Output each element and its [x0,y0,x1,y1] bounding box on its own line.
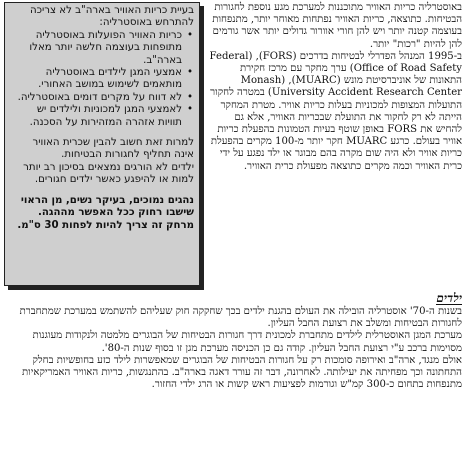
sidebar-bold-note: נהגים נמוכים, בעיקר נשים, מן הראוי שישבו רחוק ככל האפשר מההגה. מרחק זה צריך להיות לפחות 30 ס"מ. [17,194,194,231]
sidebar-paragraph: למרות זאת חשוב להבין שכרית האוויר אינה תחליף לחגורות הבטיחות. [32,137,194,161]
sidebar-callout-box [4,2,200,286]
section-paragraph: מערכת המגן האוסטרלית לילדים מתחברת למכונית דרך חגורות הבטיחות של הבוגרים מלמטה ולנקודות מעוגנות מסוימות ברכב ע"י רצועת החבל העליון. קודה גם כן הכניסה מערכת מגן זו בסוף שנות ה-80'. [32,330,462,354]
section-paragraph: אולם מנגד, ארה"ב ואירופה סומכות רק על חגורות הבטיחות של הבוגרים שמאפשרות לילד כזע בחופשיות בחלק התחתונה וכך מפחיתה את יעילותה. לאחרונה, דבר זה עורר דאגה בארה"ב. בהתנגשות, כריות האוויר האמריקאיות מתנפחות בתחום כ-300 קמ"ש וגורמות לפציעות ראש קשות או הרג ילדי החזור. [22,354,462,391]
article-paragraph: ב-1995 המנהל הפדרלי לבטיחות בדרכים (FORS), (Federal Office of Road Safety) ערך מחקר עם מרכז חקירת התאונות של אוניברסיטת מונש (MUARC), (Monash University Accident Research Center) במטרה לחקור התועלות המצופות למכוניות בעלות כריות אוויר. מטרת המחקר הייתה לא רק לחקור את התועלת שבכריות האוויר, אלא גם להחיש את FORS באופן שוטף בעיות הטמונות בהפעלת כריות אוויר בעולם. כרגע MUARC חקר יותר מ-100 מקרים בהפעלת כריות אוויר ולא היה שום מקרה בהם מבוגר או ילד נפגע על ידי כרית האוויר וכמה מקרים כתוצאה מפעולת כרית האוויר. [209,50,462,172]
spacer [10,129,194,137]
sidebar-bullet: • כריות האוויר הפועלות באוסטרליה מתופחות בעוצמה חלשה יותר מאלו בארה"ב. [10,30,182,67]
section-paragraph: בשנות ה-70' אוסטרליה הובילה את העולם בהגנת ילדים בכך שחקקה חוק שעליהם להשתמש במערכת שמתחברת לחגורות הבטיחות ומשלב את רצועת החבל העליון. [19,306,462,330]
sidebar-bullet: • לאמצעי המגן למכוניות ולילדים יש תוויות אזהרה המזהירות על הסכנה. [10,104,182,129]
children-section [4,292,462,462]
sidebar-paragraph: ילדים לא הורגים נמצאים בסיכון רב יותר למות או להיפגע כאשר ילדים חגורים. [23,161,194,186]
article-paragraph: באוסטרליה כריות האוויר מתוכננות למערכת מגע נוספת לחגורות הבטיחות. כתוצאה, כריות האוויר נפתחות מאוחר יותר, מתנפחות בעוצמה קטנה יותר ויש להן חורי אוורור גדולים יותר אשר גורמים להן להיות "רכות" יותר. [212,2,462,50]
spacer [10,187,194,195]
sidebar-bullet: • לא דווח על מקרים דומים באוסטרליה. [10,92,182,104]
sidebar-bullet-list [10,30,194,129]
main-article-column [206,2,462,288]
section-heading: ילדים [436,291,462,305]
sidebar-bullet: • אמצעי המגן לילדים באוסטרליה מותאמים לשימוש במושב האחורי. [10,67,182,92]
sidebar-intro: בעיית כריות האוויר בארה"ב לא צריכה להתרחש באוסטרליה: [29,5,194,29]
